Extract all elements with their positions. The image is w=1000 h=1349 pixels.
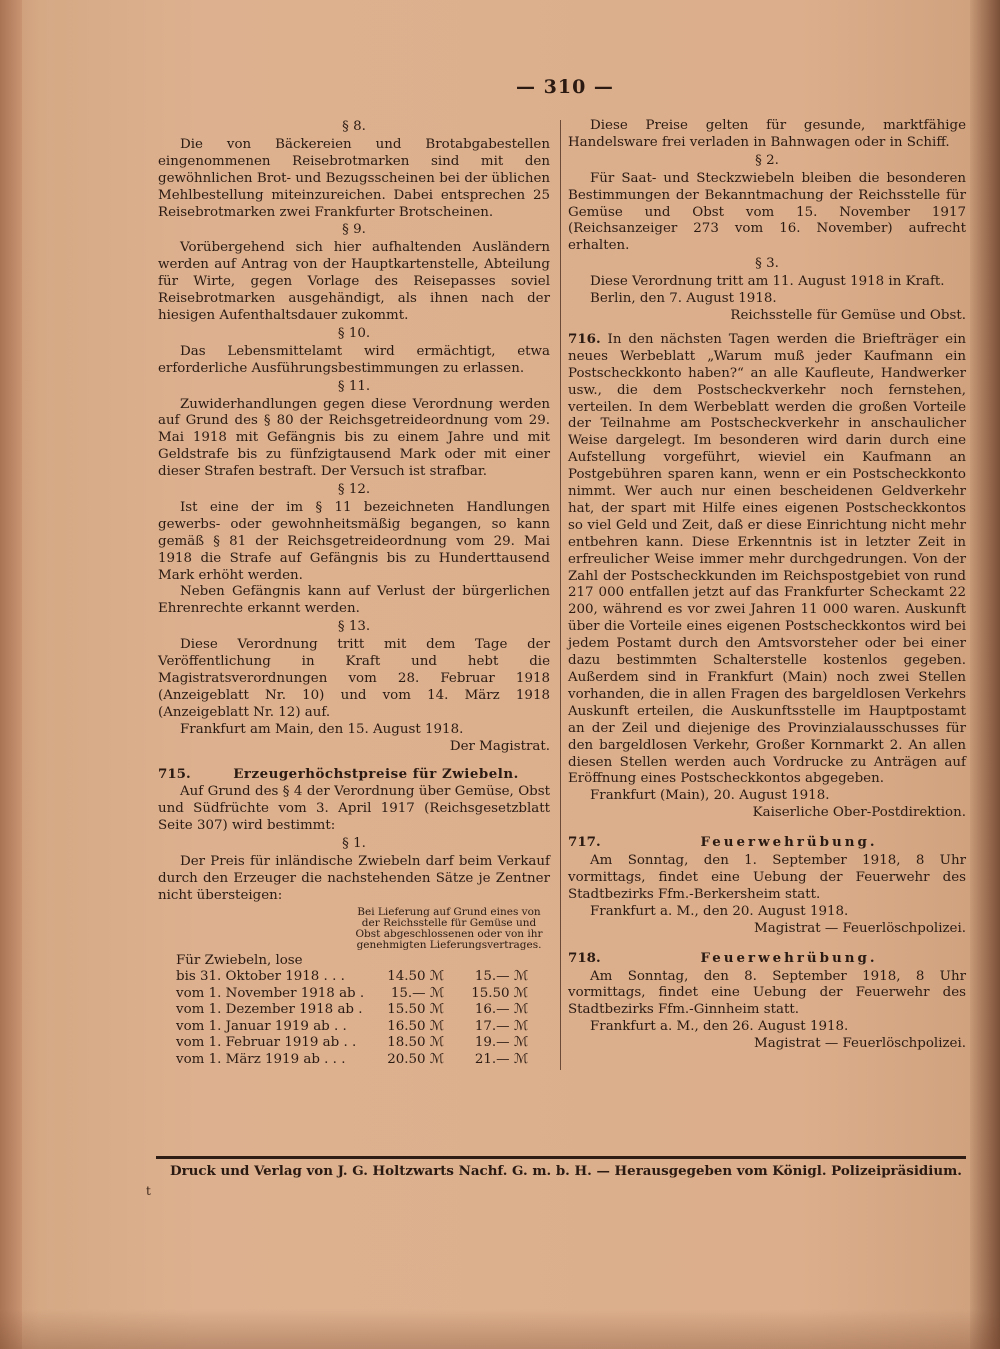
entry-718-signature: Magistrat — Feuerlöschpolizei. [754,1036,966,1052]
price-row-value-1 [368,953,448,970]
entry-715-place-date: Berlin, den 7. August 1918. [590,291,777,307]
entry-715-section-3-title: § 3. [755,256,779,272]
entry-717-text: Am Sonntag, den 1. September 1918, 8 Uhr vormittags, findet eine Uebung der Feuerwehr des Stadtbezirks Ffm.-Berkersheim statt. [568,853,966,902]
footer-rule [156,1156,966,1159]
section-10-title: § 10. [337,325,371,341]
price-row [176,1019,532,1036]
entry-717-signature: Magistrat — Feuerlöschpolizei. [754,920,966,936]
price-row [176,1002,532,1019]
price-row-label: bis 31. Oktober 1918 . . . [176,969,345,985]
entry-715-section-2-text: Für Saat- und Steckzwiebeln bleiben die besonderen Bestimmungen der Bekanntmachung der Reichsstelle für Gemüse und Obst vom 15. November 1917 (Reichsanzeiger 273 vom 16. November) aufrecht erhalten. [568,170,966,254]
entry-716-number: 716. [568,330,601,347]
price-row-value-2: 19.— ℳ [474,1035,529,1051]
price-row-value-2: 15.50 ℳ [471,985,529,1001]
price-row-label: vom 1. Dezember 1918 ab . [176,1002,363,1018]
entry-716-text: In den nächsten Tagen werden die Briefträger ein neues Werbeblatt „Warum muß jeder Kaufmann ein Postscheckkonto haben?“ an alle Kaufleute, Handwerker usw., die dem Postscheckverkehr noch fernstehen, verteilen. In dem Werbeblatt werden die großen Vorteile der Teilnahme am Postscheckverkehr in anschaulicher Weise dargelegt. Im besonderen wird darin durch eine Aufstellung vorgeführt, wieviel ein Kaufmann an Postgebühren sparen kann, wenn er ein Postscheckkonto nimmt. Wer auch nur einen bescheidenen Geldverkehr hat, der spart mit Hilfe eines eigenen Postscheckkontos so viel Geld und Zeit, daß er diese Einrichtung nicht mehr entbehren kann. Diese Erkenntnis ist in letzter Zeit in erfreulicher Weise immer mehr durchgedrungen. Von der Zahl der Postscheckkunden im Reichspostgebiet von rund 217 000 entfallen jetzt auf das Frankfurter Scheckamt 22 200, während es vor zwei Jahren 11 000 waren. Auskunft über die Vorteile eines eigenen Postscheckkontos wird bei jedem Postamt durch den Amtsvorsteher oder bei einer dazu bestimmten Schalterstelle kostenlos gegeben. Außerdem sind in Frankfurt (Main) noch zwei Stellen vorhanden, die in allen Fragen des bargeldlosen Verkehrs Auskunft erteilen, die Auskunftsstelle im Hauptpostamt an der Zeil und diejenige des Provinzialausschusses für den bargeldlosen Verkehr, Großer Kornmarkt 2. An allen diesen Stellen werden auch Vordrucke zu Anträgen auf Eröffnung eines Postscheckkontos abgegeben. [568,331,966,787]
section-8-text: Die von Bäckereien und Brotabgabestellen eingenommenen Reisebrotmarken sind mit den gewöhnlichen Brot- und Bezugsscheinen bei der üblichen Mehlbestellung miteinzureichen. Dabei entsprechen 25 Reisebrotmarken zwei Frankfurter Brotscheinen. [158,136,550,220]
section-12-title: § 12. [337,482,371,498]
price-row-value-1: 15.50 ℳ [387,1002,445,1018]
section-12-text-1: Ist eine der im § 11 bezeichneten Handlungen gewerbs- oder gewohnheitsmäßig begangen, so kann gemäß § 81 der Reichsgetreideordnung vom 29. Mai 1918 die Strafe auf Gefängnis bis zu Hunderttausend Mark erhöht werden. [158,499,550,583]
price-row-value-1: 18.50 ℳ [387,1035,445,1051]
price-row [176,1035,532,1052]
right-column [568,118,966,1053]
section-13-title: § 13. [337,619,371,635]
price-row [176,1052,532,1069]
price-row [176,953,532,970]
entry-718-header [568,950,966,967]
entry-715-continuation: Diese Preise gelten für gesunde, marktfähige Handelsware frei verladen in Bahnwagen oder in Schiff. [568,118,966,150]
price-table-column-header: Bei Lieferung auf Grund eines von der Reichsstelle für Gemüse und Obst abgeschlossenen oder von ihr genehmigten Lieferungsvertrages. [355,905,543,951]
price-row-value-2: 15.— ℳ [474,969,529,985]
entry-715-section-1-title: § 1. [342,836,366,852]
section-11-text: Zuwiderhandlungen gegen diese Verordnung werden auf Grund des § 80 der Reichsgetreideordnung vom 29. Mai 1918 mit Gefängnis bis zu einem Jahre und mit Geldstrafe bis zu fünfzigtausend Mark oder mit einer dieser Strafen bestraft. Der Versuch ist strafbar. [158,396,550,480]
entry-717-number: 717. [568,834,601,851]
entry-716-place-date: Frankfurt (Main), 20. August 1918. [590,788,830,804]
entry-718-text: Am Sonntag, den 8. September 1918, 8 Uhr vormittags, findet eine Uebung der Feuerwehr des Stadtbezirks Ffm.-Ginnheim statt. [568,968,966,1018]
entry-718-title: Feuerwehrübung. [700,949,878,966]
section-8-title: § 8. [342,119,366,134]
section-13-signature: Der Magistrat. [449,738,550,754]
entry-715-signature: Reichsstelle für Gemüse und Obst. [730,307,966,323]
entry-718-number: 718. [568,949,601,966]
entry-716-signature: Kaiserliche Ober-Postdirektion. [752,805,966,821]
section-13-text: Diese Verordnung tritt mit dem Tage der Veröffentlichung in Kraft und hebt die Magistratsverordnungen vom 28. Februar 1918 (Anzeigeblatt Nr. 10) und vom 14. März 1918 (Anzeigeblatt Nr. 12) auf. [158,637,550,720]
price-row-label: Für Zwiebeln, lose [176,952,303,968]
price-row-label: vom 1. November 1918 ab . [176,985,365,1001]
price-row-value-1: 14.50 ℳ [387,969,445,985]
section-9-text: Vorübergehend sich hier aufhaltenden Ausländern werden auf Antrag von der Hauptkartenstelle, Abteilung für Wirte, gegen Vorlage des Reisepasses soviel Reisebrotmarken ausgehändigt, als ihnen nach der hiesigen Aufenthaltsdauer zukommt. [158,240,550,323]
entry-717-header [568,834,966,851]
section-13-place-date: Frankfurt am Main, den 15. August 1918. [180,721,464,737]
entry-715-section-3-text: Diese Verordnung tritt am 11. August 1918 in Kraft. [590,274,945,290]
price-row [176,969,532,986]
entry-715-section-1-text: Der Preis für inländische Zwiebeln darf beim Verkauf durch den Erzeuger die nachstehenden Sätze je Zentner nicht übersteigen: [158,854,550,903]
stray-mark: t [146,1184,151,1198]
entry-715-number: 715. [158,765,191,782]
price-row-value-1: 15.— ℳ [390,985,445,1001]
price-table [176,953,532,1069]
section-10-text: Das Lebensmittelamt wird ermächtigt, etwa erforderliche Ausführungsbestimmungen zu erlassen. [158,343,550,376]
page-left-edge [0,0,22,1349]
page-bottom-edge [0,1309,1000,1349]
entry-715-intro: Auf Grund des § 4 der Verordnung über Gemüse, Obst und Südfrüchte vom 3. April 1917 (Reichsgesetzblatt Seite 307) wird bestimmt: [158,784,550,834]
price-row-label: vom 1. Februar 1919 ab . . [176,1035,357,1051]
price-row-label: vom 1. Januar 1919 ab . . [176,1018,347,1034]
section-11-title: § 11. [337,378,371,394]
price-row-label: vom 1. März 1919 ab . . . [176,1051,346,1067]
page-number: — 310 — [516,76,614,98]
price-row [176,986,532,1003]
section-12-text-2: Neben Gefängnis kann auf Verlust der bürgerlichen Ehrenrechte erkannt werden. [158,584,550,617]
column-divider [560,120,561,1070]
imprint-footer: Druck und Verlag von J. G. Holtzwarts Nachf. G. m. b. H. — Herausgegeben vom Königl. Polizeipräsidium. [170,1163,962,1179]
entry-715-section-2-title: § 2. [755,152,779,168]
entry-715-header [158,766,550,783]
price-row-value-2: 17.— ℳ [474,1018,529,1034]
left-column [158,118,550,1068]
price-row-value-1: 16.50 ℳ [387,1018,445,1034]
page-right-edge [970,0,1000,1349]
section-9-title: § 9. [342,222,366,238]
entry-715-title: Erzeugerhöchstpreise für Zwiebeln. [233,765,519,782]
entry-717-title: Feuerwehrübung. [700,834,878,851]
price-row-value-1: 20.50 ℳ [387,1051,445,1067]
entry-717-place-date: Frankfurt a. M., den 20. August 1918. [590,903,849,919]
entry-718-place-date: Frankfurt a. M., den 26. August 1918. [590,1019,849,1035]
price-row-value-2: 21.— ℳ [474,1051,529,1067]
price-row-value-2: 16.— ℳ [474,1002,529,1018]
price-row-value-2 [448,953,532,970]
entry-716 [568,331,966,788]
